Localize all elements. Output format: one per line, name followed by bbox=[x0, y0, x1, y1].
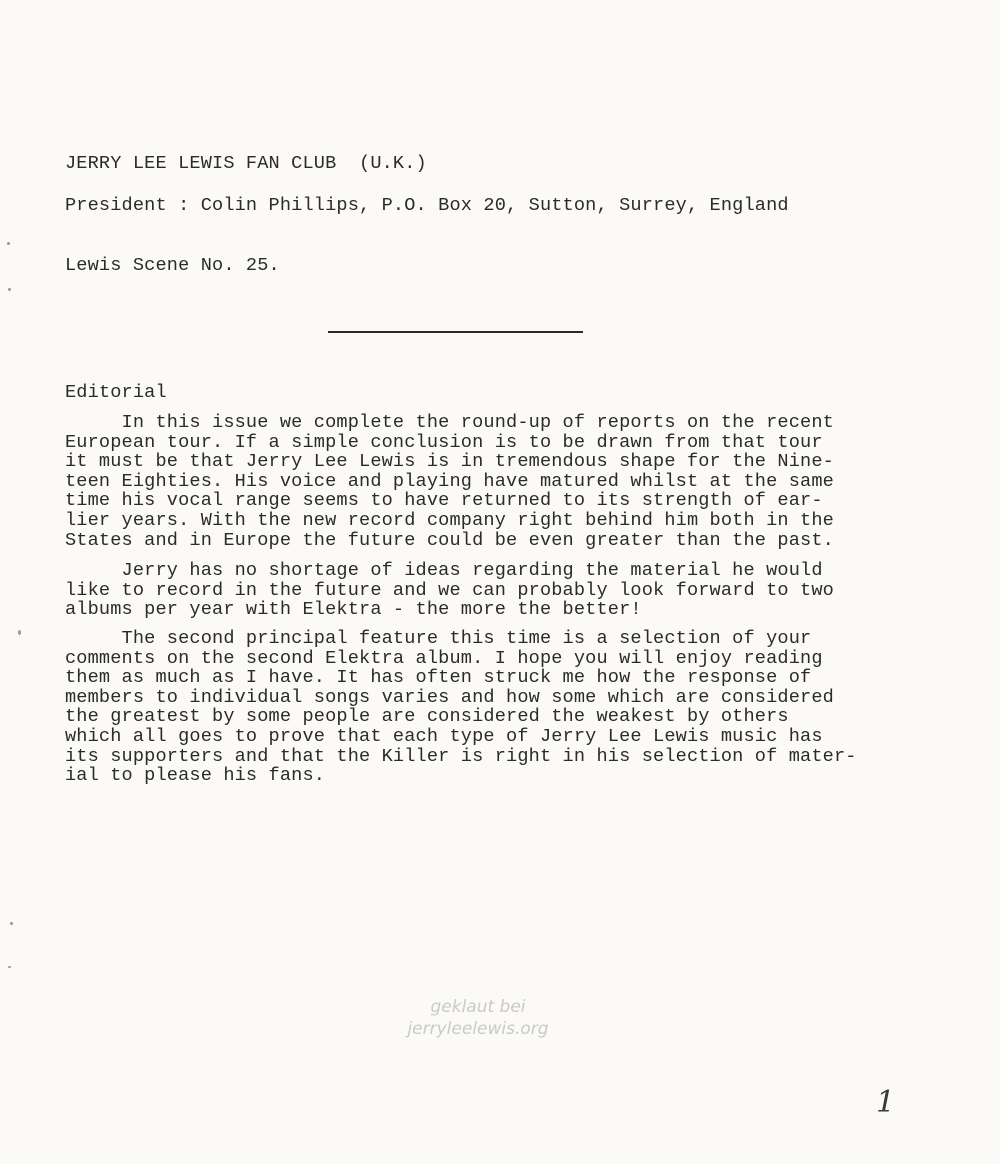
club-title: JERRY LEE LEWIS FAN CLUB (U.K.) bbox=[65, 153, 427, 174]
editorial-paragraph-3: The second principal feature this time is a selection of your comments on the second Elektra album. I hope you will enjoy reading them as much as I have. It has often struck me how the response of members to individual songs varies and how some which are considered the greatest by some people are considered the weakest by others which all goes to prove that each type of Jerry Lee Lewis music has its supporters and that the Killer is right in his selection of mater- ial to please his fans. bbox=[65, 628, 857, 787]
paper-speck bbox=[8, 288, 11, 291]
editorial-paragraph-1: In this issue we complete the round-up of reports on the recent European tour. If a simple conclusion is to be drawn from that tour it must be that Jerry Lee Lewis is in tremendous shape for the Nine- teen Eighties. His voice and playing have matured whilst at the same time his vocal range seems to have returned to its strength of ear- lier years. With the new record company right behind him both in the States and in Europe the future could be even greater than the past. bbox=[65, 412, 834, 551]
watermark-line-1: geklaut bei bbox=[430, 997, 526, 1017]
president-address: President : Colin Phillips, P.O. Box 20, Sutton, Surrey, England bbox=[65, 195, 789, 216]
editorial-heading: Editorial bbox=[65, 382, 167, 403]
page-number: 1 bbox=[876, 1085, 896, 1120]
divider-rule bbox=[328, 331, 583, 333]
editorial-paragraph-2: Jerry has no shortage of ideas regarding the material he would like to record in the future and we can probably look forward to two albums per year with Elektra - the more the better! bbox=[65, 560, 834, 621]
paper-speck bbox=[18, 630, 21, 635]
paper-speck bbox=[7, 242, 10, 245]
paper-speck bbox=[10, 922, 13, 925]
issue-number: Lewis Scene No. 25. bbox=[65, 255, 280, 276]
watermark bbox=[380, 996, 576, 1040]
watermark-line-2: jerryleelewis.org bbox=[407, 1019, 549, 1039]
paper-speck bbox=[8, 966, 11, 968]
